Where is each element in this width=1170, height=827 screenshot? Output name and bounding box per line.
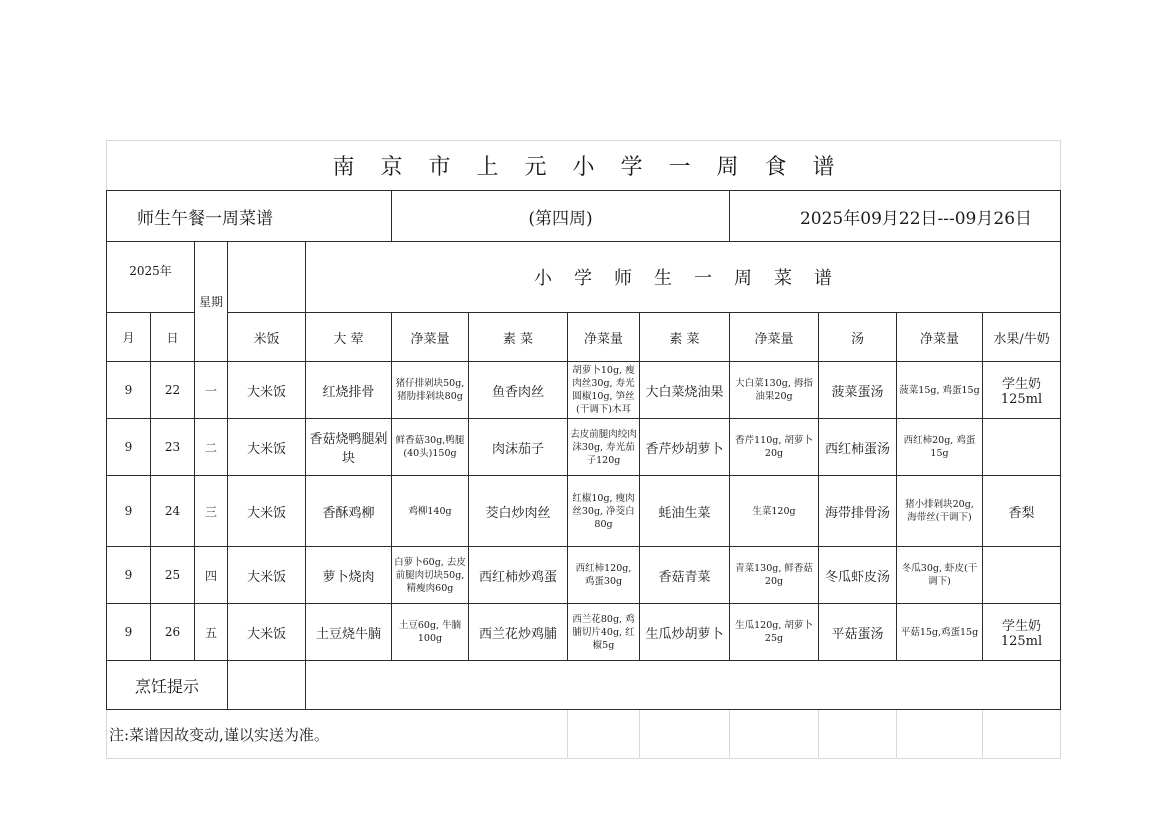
col-header-soup: 汤 xyxy=(819,313,897,362)
cell-fruit-milk xyxy=(983,419,1061,476)
col-header-fruit-milk: 水果/牛奶 xyxy=(983,313,1061,362)
col-header-veg1: 素 菜 xyxy=(469,313,568,362)
header-row-2 xyxy=(107,313,1061,362)
col-header-day: 日 xyxy=(151,313,195,362)
cell-weekday: 一 xyxy=(195,362,228,419)
note-blank-cell xyxy=(983,710,1061,759)
col-header-main-qty: 净菜量 xyxy=(392,313,469,362)
cell-fruit-milk: 香梨 xyxy=(983,476,1061,547)
cell-main-qty: 白萝卜60g, 去皮前腿肉切块50g, 精瘦肉60g xyxy=(392,547,469,604)
cell-veg1-qty: 去皮前腿肉绞肉沫30g, 寿光茄子120g xyxy=(568,419,640,476)
note-blank-cell xyxy=(897,710,983,759)
col-header-main-dish: 大 荤 xyxy=(306,313,392,362)
cell-veg2-qty: 青菜130g, 鲜香菇20g xyxy=(730,547,819,604)
cell-veg2-qty: 大白菜130g, 拇指油果20g xyxy=(730,362,819,419)
cell-fruit-milk xyxy=(983,547,1061,604)
cell-veg1: 西兰花炒鸡脯 xyxy=(469,604,568,661)
cell-day: 25 xyxy=(151,547,195,604)
cell-rice: 大米饭 xyxy=(228,419,306,476)
note-text: 注:菜谱因故变动,谨以实送为准。 xyxy=(107,710,568,759)
cell-month: 9 xyxy=(107,419,151,476)
note-blank-cell xyxy=(640,710,730,759)
table-row xyxy=(107,362,1061,419)
cell-veg2-qty: 香芹110g, 胡萝卜20g xyxy=(730,419,819,476)
cell-soup-qty: 菠菜15g, 鸡蛋15g xyxy=(897,362,983,419)
cell-day: 22 xyxy=(151,362,195,419)
week-label: (第四周) xyxy=(392,191,730,242)
cooking-tips-spacer xyxy=(228,661,306,710)
cell-main-qty: 鲜香菇30g,鸭腿(40头)150g xyxy=(392,419,469,476)
cell-soup: 冬瓜虾皮汤 xyxy=(819,547,897,604)
cell-veg1-qty: 红椒10g, 瘦肉丝30g, 净茭白80g xyxy=(568,476,640,547)
cell-veg1-qty: 胡萝卜10g, 瘦肉丝30g, 寿光圆椒10g, 笋丝(干调下)木耳 xyxy=(568,362,640,419)
cell-soup: 平菇蛋汤 xyxy=(819,604,897,661)
cell-main-dish: 香菇烧鸭腿剁块 xyxy=(306,419,392,476)
cell-soup: 菠菜蛋汤 xyxy=(819,362,897,419)
blank-header-cell xyxy=(228,242,306,313)
note-row xyxy=(107,710,1061,759)
cell-day: 23 xyxy=(151,419,195,476)
cell-soup-qty: 西红柿20g, 鸡蛋15g xyxy=(897,419,983,476)
cell-fruit-milk: 学生奶125ml xyxy=(983,362,1061,419)
cell-veg2: 香菇青菜 xyxy=(640,547,730,604)
cell-month: 9 xyxy=(107,604,151,661)
cell-main-qty: 鸡柳140g xyxy=(392,476,469,547)
table-row xyxy=(107,476,1061,547)
cell-month: 9 xyxy=(107,547,151,604)
cell-veg2: 蚝油生菜 xyxy=(640,476,730,547)
cell-fruit-milk: 学生奶 125ml xyxy=(983,604,1061,661)
cell-weekday: 四 xyxy=(195,547,228,604)
cell-main-dish: 萝卜烧肉 xyxy=(306,547,392,604)
cell-rice: 大米饭 xyxy=(228,476,306,547)
cell-rice: 大米饭 xyxy=(228,604,306,661)
subtitle-label: 师生午餐一周菜谱 xyxy=(107,191,392,242)
cooking-tips-label: 烹饪提示 xyxy=(107,661,228,710)
menu-sheet xyxy=(106,140,1060,744)
cell-veg2-qty: 生菜120g xyxy=(730,476,819,547)
year-cell: 2025年 xyxy=(107,242,195,313)
cell-rice: 大米饭 xyxy=(228,547,306,604)
cell-veg1: 肉沫茄子 xyxy=(469,419,568,476)
cell-soup: 西红柿蛋汤 xyxy=(819,419,897,476)
cell-soup-qty: 冬瓜30g, 虾皮(干调下) xyxy=(897,547,983,604)
cell-soup-qty: 猪小排剁块20g, 海带丝(干调下) xyxy=(897,476,983,547)
cell-veg1: 鱼香肉丝 xyxy=(469,362,568,419)
cell-day: 24 xyxy=(151,476,195,547)
col-header-soup-qty: 净菜量 xyxy=(897,313,983,362)
cell-main-dish: 红烧排骨 xyxy=(306,362,392,419)
cell-day: 26 xyxy=(151,604,195,661)
cell-main-dish: 土豆烧牛腩 xyxy=(306,604,392,661)
cell-month: 9 xyxy=(107,362,151,419)
subtitle-row xyxy=(107,191,1061,242)
table-row xyxy=(107,547,1061,604)
cell-rice: 大米饭 xyxy=(228,362,306,419)
table-row xyxy=(107,419,1061,476)
cell-main-dish: 香酥鸡柳 xyxy=(306,476,392,547)
header-row-1 xyxy=(107,242,1061,313)
cell-weekday: 二 xyxy=(195,419,228,476)
col-header-month: 月 xyxy=(107,313,151,362)
cell-veg1-qty: 西红柿120g, 鸡蛋30g xyxy=(568,547,640,604)
cell-weekday: 五 xyxy=(195,604,228,661)
cell-veg2: 大白菜烧油果 xyxy=(640,362,730,419)
cell-veg1: 茭白炒肉丝 xyxy=(469,476,568,547)
note-blank-cell xyxy=(730,710,819,759)
cooking-tips-row xyxy=(107,661,1061,710)
cell-main-qty: 猪仔排剁块50g,猪肋排剁块80g xyxy=(392,362,469,419)
note-blank-cell xyxy=(568,710,640,759)
col-header-veg1-qty: 净菜量 xyxy=(568,313,640,362)
cooking-tips-content xyxy=(306,661,1061,710)
cell-veg1: 西红柿炒鸡蛋 xyxy=(469,547,568,604)
cell-soup: 海带排骨汤 xyxy=(819,476,897,547)
col-header-veg2-qty: 净菜量 xyxy=(730,313,819,362)
cell-main-qty: 土豆60g, 牛腩100g xyxy=(392,604,469,661)
page-title: 南京市上元小学一周食谱 xyxy=(107,141,1061,191)
menu-title: 小学师生一周菜谱 xyxy=(306,242,1061,313)
cell-month: 9 xyxy=(107,476,151,547)
cell-veg1-qty: 西兰花80g, 鸡脯切片40g, 红椒5g xyxy=(568,604,640,661)
weekly-menu-table xyxy=(106,140,1061,759)
note-blank-cell xyxy=(819,710,897,759)
date-range: 2025年09月22日---09月26日 xyxy=(730,191,1061,242)
weekday-header: 星期 xyxy=(195,242,228,362)
cell-veg2: 香芹炒胡萝卜 xyxy=(640,419,730,476)
cell-veg2: 生瓜炒胡萝卜 xyxy=(640,604,730,661)
cell-soup-qty: 平菇15g,鸡蛋15g xyxy=(897,604,983,661)
table-row xyxy=(107,604,1061,661)
col-header-veg2: 素 菜 xyxy=(640,313,730,362)
col-header-rice: 米饭 xyxy=(228,313,306,362)
cell-weekday: 三 xyxy=(195,476,228,547)
cell-veg2-qty: 生瓜120g, 胡萝卜25g xyxy=(730,604,819,661)
